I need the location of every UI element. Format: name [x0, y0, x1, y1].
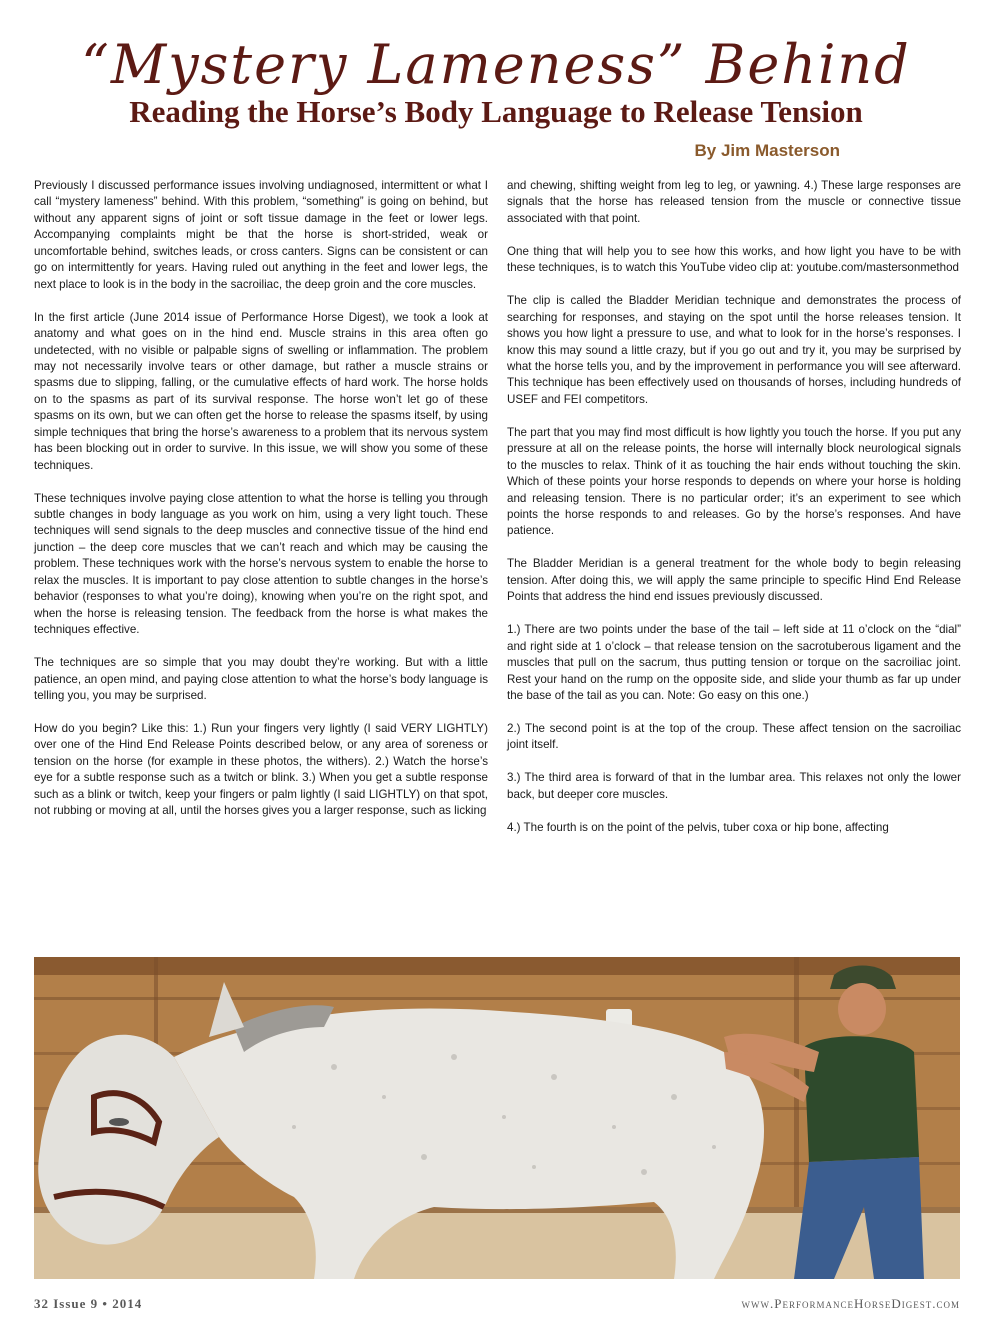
paragraph: One thing that will help you to see how this works, and how light you have to be with these techniques, is to watch this YouTube video clip at: youtube.com/mastersonmethod: [507, 244, 961, 275]
byline: By Jim Masterson: [694, 141, 840, 160]
paragraph: How do you begin? Like this: 1.) Run your fingers very lightly (I said VERY LIGHTLY) over one of the Hind End Release Points described below, or any area of soreness or tension on the horse (for example in these photos, the withers). 2.) Watch the horse’s eye for a subtle response such as a twitch or blink. 3.) When you get a subtle response such as a blink or twitch, keep your fingers or palm lightly (I said LIGHTLY) on that spot, not rubbing or moving at all, until the horses gives you a larger response, such as licking: [34, 721, 488, 818]
paragraph: 4.) The fourth is on the point of the pelvis, tuber coxa or hip bone, affecting: [507, 820, 889, 834]
horse-photo-illustration: [34, 957, 960, 1279]
paragraph: 2.) The second point is at the top of the croup. These affect tension on the sacroiliac joint itself.: [507, 721, 961, 752]
website-url: www.PerformanceHorseDigest.com: [741, 1296, 960, 1311]
right-column: [507, 178, 961, 836]
paragraph: 3.) The third area is forward of that in the lumbar area. This relaxes not only the lower back, but deeper core muscles.: [507, 771, 961, 801]
paragraph: The Bladder Meridian is a general treatment for the whole body to begin releasing tension. After doing this, we will apply the same principle to specific Hind End Release Points that address the hind end issues previously discussed.: [507, 557, 961, 604]
paragraph: Previously I discussed performance issues involving undiagnosed, intermittent or what I call “mystery lameness” behind. With this problem, “something” is going on behind, but without any apparent signs of joint or soft tissue damage in the feet or lower legs. Accompanying complaints might be that the horse is short-strided, weak or uncomfortable behind, switches leads, or cross canters. Signs can be consistent or can go on intermittently for years. Having ruled out anything in the feet and lower legs, the next place to look is in the body in the sacroiliac, the deep groin and the core muscles.: [34, 179, 488, 291]
paragraph: The part that you may find most difficult is how lightly you touch the horse. If you put any pressure at all on the release points, the horse will internally block neurological signals to the muscles to relax. Think of it as touching the hair ends without touching the skin. Which of these points your horse responds to depends on where your horse is holding and releasing tension. There is no particular order; it’s an experiment to see which points the horse responds to and releases. Go by the horse’s responses. And have patience.: [507, 425, 961, 538]
paragraph: The clip is called the Bladder Meridian technique and demonstrates the process of searching for responses, and staying on the spot until the horse releases tension. It shows you how light a pressure to use, and what to look for in the horse’s responses. I know this may sound a little crazy, but if you go out and try it, you may be surprised by what the horse tells you, and by the improvement in performance you will see afterward. This technique has been effectively used on thousands of horses, including hundreds of USEF and FEI competitors.: [507, 294, 961, 406]
paragraph: and chewing, shifting weight from leg to leg, or yawning. 4.) These large responses are signals that the horse has released tension from the muscle or connective tissue associated with that point.: [507, 179, 961, 225]
script-title: “Mystery Lameness” Behind: [81, 33, 911, 96]
paragraph: 1.) There are two points under the base of the tail – left side at 11 o’clock on the “dial” and right side at 1 o’clock – that release tension on the sacrotuberous ligament and the muscles that pull on the sacrum, thus putting tension or torque on the sacroiliac joint. Rest your hand on the rump on the opposite side, and slide your thumb as far up under the base of the tail as you can. Note: Go easy on this one.): [507, 623, 961, 702]
article-title: Reading the Horse’s Body Language to Release Tension: [129, 94, 863, 129]
page-number: 32 Issue 9 • 2014: [34, 1296, 143, 1311]
paragraph: In the first article (June 2014 issue of Performance Horse Digest), we took a look at anatomy and what goes on in the hind end. Muscle strains in this area often go undetected, with no visible or palpable signs of swelling or inflammation. The problem may not necessarily involve tears or other damage, but rather a muscle strains or spasms due to slipping, falling, or the cumulative effects of hard work. The horse holds on to the spasms as part of its survival response. The horse won’t let go of these spasms on its own, but we can often get the horse to release the spasms itself, by using simple techniques that bring the horse’s awareness to a problem that its nervous system has been blocking out in order to survive. In this issue, we will show you some of these techniques.: [34, 310, 488, 472]
paragraph: The techniques are so simple that you may doubt they’re working. But with a little patience, an open mind, and paying close attention to what the horse’s body language is telling you, you may be surprised.: [34, 656, 488, 702]
horse-photo: [34, 957, 960, 1279]
page-footer: [34, 1296, 960, 1316]
left-column: [34, 178, 488, 820]
paragraph: These techniques involve paying close attention to what the horse is telling you through subtle changes in body language as you work on him, using a very light touch. These techniques will send signals to the deep muscles and connective tissue of the hind end junction – the deep core muscles that we can’t reach and which may be causing the problem. These techniques work with the horse’s nervous system to enable the horse to relax the muscles. It is important to pay close attention to subtle changes in the horse’s behavior (responses to what you’re doing), knowing when you’re on the right spot, and when the horse is releasing tension. The feedback from the horse is what makes the techniques effective.: [34, 491, 488, 637]
